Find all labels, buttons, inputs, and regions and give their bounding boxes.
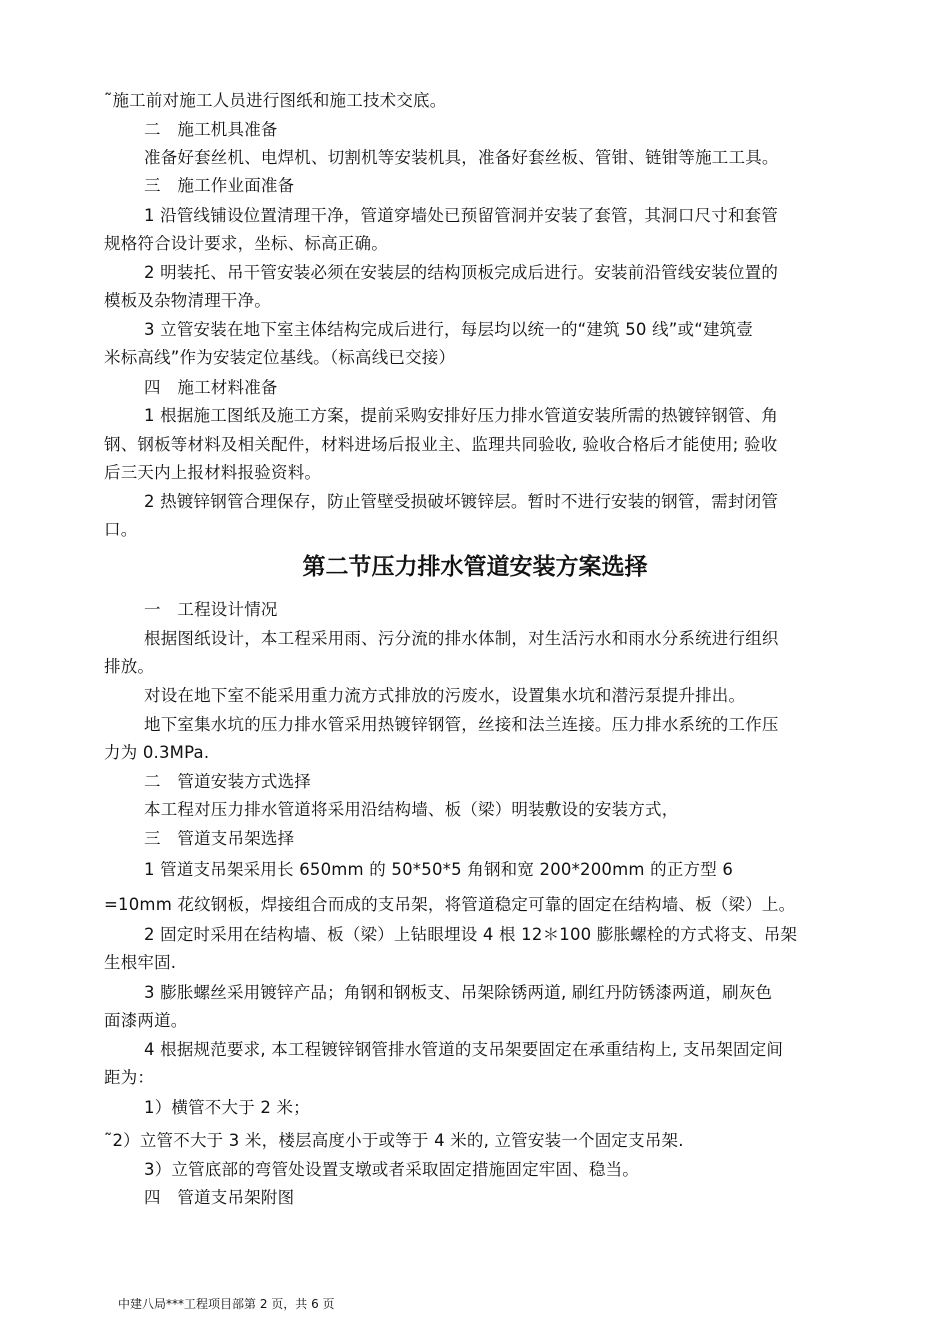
text-line: 根据图纸设计，本工程采用雨、污分流的排水体制，对生活污水和雨水分系统进行组织 (144, 629, 779, 648)
text-line: 1 根据施工图纸及施工方案，提前采购安排好压力排水管道安装所需的热镀锌钢管、角 (144, 406, 779, 425)
text-line: 钢、钢板等材料及相关配件，材料进场后报业主、监理共同验收, 验收合格后才能使用; 验收 (104, 435, 778, 454)
text-line: 生根牢固. (104, 953, 177, 972)
text-line: 3 立管安装在地下室主体结构完成后进行，每层均以统一的“建筑 50 线”或“建筑壹 (144, 320, 754, 339)
subheading: 三 管道支吊架选择 (144, 829, 295, 848)
text-line: 2 明装托、吊干管安装必须在安装层的结构顶板完成后进行。安装前沿管线安装位置的 (144, 263, 779, 282)
subheading: 一 工程设计情况 (144, 600, 278, 619)
text-line: 排放。 (104, 657, 155, 676)
text-line: 米标高线”作为安装定位基线。（标高线已交接） (104, 348, 456, 367)
list-item: 1）横管不大于 2 米； (144, 1098, 310, 1117)
text-line: 力为 0.3MPa. (104, 743, 210, 762)
text-line: 后三天内上报材料报验资料。 (104, 463, 322, 482)
text-line: 4 根据规范要求, 本工程镀锌钢管排水管道的支吊架要固定在承重结构上, 支吊架固定间 (144, 1040, 784, 1059)
text-line: 模板及杂物清理干净。 (104, 291, 271, 310)
text-line: 3 膨胀螺丝采用镀锌产品；角钢和钢板支、吊架除锈两道, 刷红丹防锈漆两道，刷灰色 (144, 983, 773, 1002)
page-footer: 中建八局***工程项目部第 2 页，共 6 页 (118, 1297, 335, 1311)
subheading: 四 管道支吊架附图 (144, 1188, 295, 1207)
text-line: 距为： (104, 1068, 155, 1087)
text-line: =10mm 花纹钢板，焊接组合而成的支吊架，将管道稳定可靠的固定在结构墙、板（梁）上。 (104, 895, 796, 914)
section-title: 第二节压力排水管道安装方案选择 (302, 554, 648, 580)
text-line: 口。 (104, 520, 138, 539)
text-line: 1 管道支吊架采用长 650mm 的 50*50*5 角钢和宽 200*200mm 的正方型 6 (144, 860, 734, 879)
text-line: 地下室集水坑的压力排水管采用热镀锌钢管，丝接和法兰连接。压力排水系统的工作压 (144, 715, 779, 734)
list-item: ˜2）立管不大于 3 米，楼层高度小于或等于 4 米的, 立管安装一个固定支吊架. (104, 1131, 684, 1150)
text-line: 2 热镀锌钢管合理保存，防止管壁受损破坏镀锌层。暂时不进行安装的钢管，需封闭管 (144, 492, 779, 511)
list-item: 3）立管底部的弯管处设置支墩或者采取固定措施固定牢固、稳当。 (144, 1160, 639, 1179)
text-line: 面漆两道。 (104, 1011, 188, 1030)
text-line: 1 沿管线铺设位置清理干净，管道穿墙处已预留管洞并安装了套管，其洞口尺寸和套管 (144, 206, 779, 225)
subheading: 二 管道安装方式选择 (144, 772, 311, 791)
subheading: 三 施工作业面准备 (144, 176, 295, 195)
text-line: 对设在地下室不能采用重力流方式排放的污废水，设置集水坑和潜污泵提升排出。 (144, 686, 746, 705)
text-line: ˜施工前对施工人员进行图纸和施工技术交底。 (104, 91, 447, 110)
text-line: 本工程对压力排水管道将采用沿结构墙、板（梁）明装敷设的安装方式， (144, 800, 679, 819)
text-line: 准备好套丝机、电焊机、切割机等安装机具，准备好套丝板、管钳、链钳等施工工具。 (144, 148, 779, 167)
subheading: 二 施工机具准备 (144, 120, 278, 139)
text-line: 规格符合设计要求，坐标、标高正确。 (104, 234, 388, 253)
text-line: 2 固定时采用在结构墙、板（梁）上钻眼埋设 4 根 12＊100 膨胀螺栓的方式将支、吊架 (144, 925, 798, 944)
subheading: 四 施工材料准备 (144, 378, 278, 397)
